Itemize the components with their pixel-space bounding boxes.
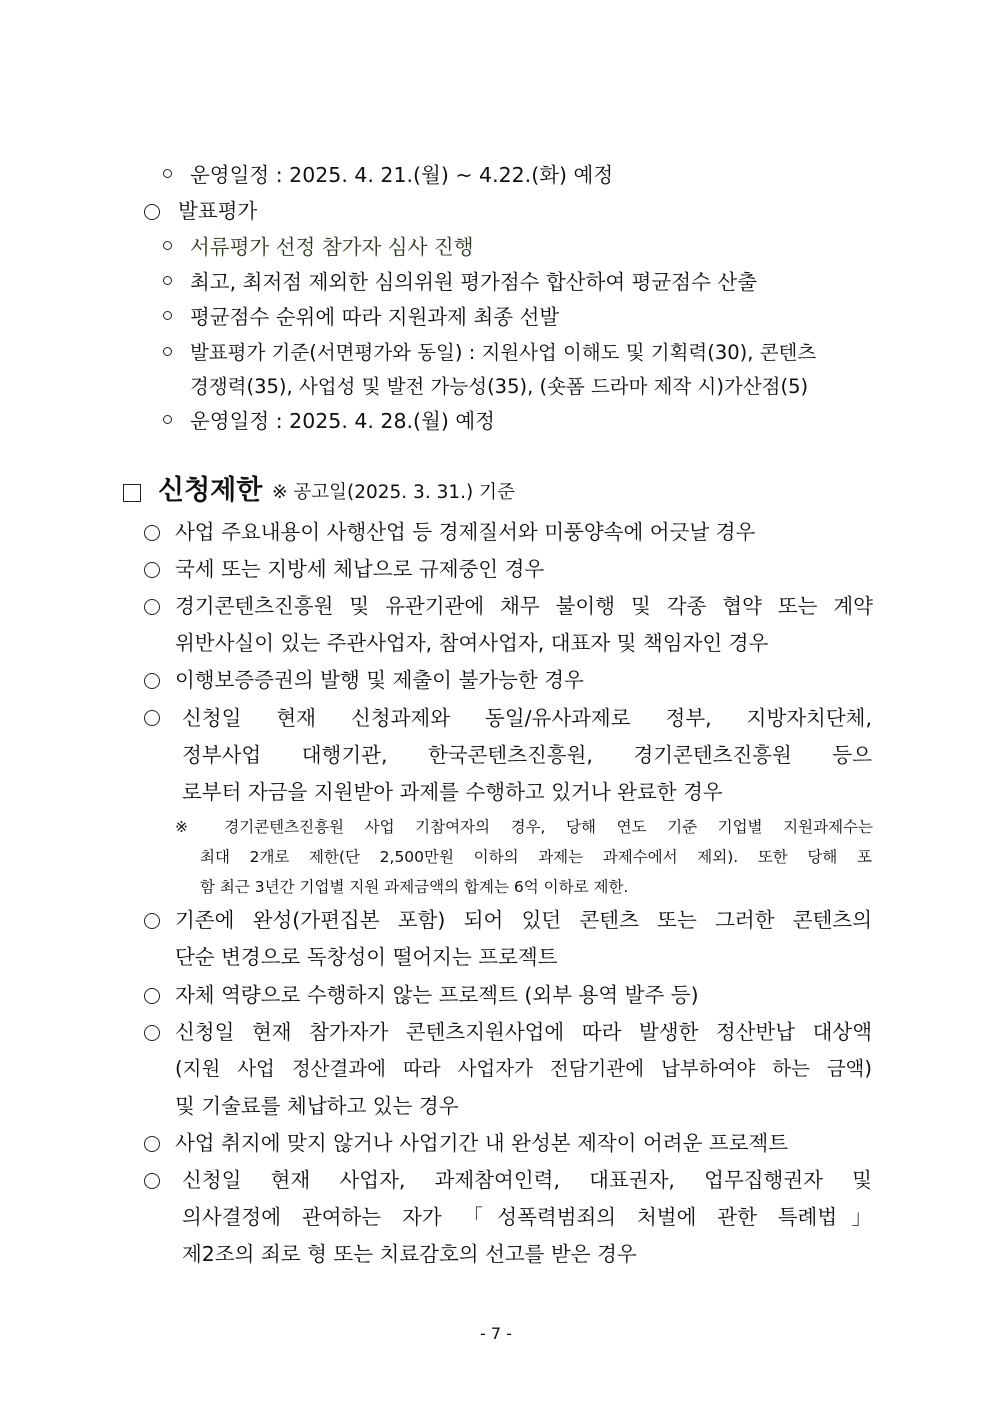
- restriction-item: 신청일 현재 사업자, 과제참여인력, 대표권자, 업무집행권자 및: [182, 1168, 872, 1192]
- restriction-item: 자체 역량으로 수행하지 않는 프로젝트 (외부 용역 발주 등): [175, 983, 699, 1007]
- restriction-item: 정부사업 대행기관, 한국콘텐츠진흥원, 경기콘텐츠진흥원 등으: [182, 743, 872, 767]
- restriction-item: 기존에 완성(가편집본 포함) 되어 있던 콘텐츠 또는 그러한 콘텐츠의: [175, 908, 872, 932]
- bullet-circle-icon: [144, 1025, 160, 1041]
- restriction-footnote: 함 최근 3년간 기업별 지원 과제금액의 합계는 6억 이하로 제한.: [200, 878, 629, 896]
- presentation-item: 평균점수 순위에 따라 지원과제 최종 선발: [190, 305, 560, 329]
- page-number: - 7 -: [480, 1324, 512, 1343]
- restriction-item: 사업 취지에 맞지 않거나 사업기간 내 완성본 제작이 어려운 프로젝트: [175, 1131, 789, 1155]
- restriction-item: 및 기술료를 체납하고 있는 경우: [175, 1094, 459, 1118]
- sub-bullet-icon: [163, 415, 175, 427]
- restriction-item: 제2조의 죄로 형 또는 치료감호의 선고를 받은 경우: [182, 1242, 637, 1266]
- presentation-item: 최고, 최저점 제외한 심의위원 평가점수 합산하여 평균점수 산출: [190, 270, 758, 294]
- sub-bullet-icon: [163, 169, 175, 181]
- presentation-title: 발표평가: [178, 199, 258, 223]
- section-checkbox-icon: [123, 484, 141, 502]
- restriction-item: 단순 변경으로 독창성이 떨어지는 프로젝트: [175, 945, 558, 969]
- presentation-item: 발표평가 기준(서면평가와 동일) : 지원사업 이해도 및 기획력(30), 콘텐츠: [190, 341, 817, 364]
- bullet-circle-icon: [144, 913, 160, 929]
- restriction-item: (지원 사업 정산결과에 따라 사업자가 전담기관에 납부하여야 하는 금액): [175, 1057, 872, 1080]
- sub-bullet-icon: [163, 347, 175, 359]
- sub-bullet-icon: [163, 241, 175, 253]
- restriction-item: 신청일 현재 참가자가 콘텐츠지원사업에 따라 발생한 정산반납 대상액: [175, 1020, 872, 1044]
- bullet-circle-icon: [144, 204, 160, 220]
- presentation-item: 운영일정 : 2025. 4. 28.(월) 예정: [190, 409, 495, 433]
- restriction-footnote: 최대 2개로 제한(단 2,500만원 이하의 과제는 과제수에서 제외). 또한 당해 포: [200, 848, 872, 866]
- sub-bullet-icon: [163, 276, 175, 288]
- section-title: 신청제한: [158, 475, 263, 506]
- bullet-circle-icon: [144, 673, 160, 689]
- bullet-circle-icon: [144, 988, 160, 1004]
- restriction-item: 로부터 자금을 지원받아 과제를 수행하고 있거나 완료한 경우: [182, 780, 723, 804]
- bullet-circle-icon: [144, 710, 160, 726]
- restriction-footnote: ※ 경기콘텐츠진흥원 사업 기참여자의 경우, 당해 연도 기준 기업별 지원과제수는: [175, 818, 873, 836]
- bullet-circle-icon: [144, 1173, 160, 1189]
- restriction-item: 경기콘텐츠진흥원 및 유관기관에 채무 불이행 및 각종 협약 또는 계약: [175, 594, 873, 618]
- restriction-item: 이행보증증권의 발행 및 제출이 불가능한 경우: [175, 668, 584, 692]
- restriction-item: 국세 또는 지방세 체납으로 규제중인 경우: [175, 557, 545, 581]
- bullet-circle-icon: [144, 562, 160, 578]
- bullet-circle-icon: [144, 1136, 160, 1152]
- restriction-item: 사업 주요내용이 사행산업 등 경제질서와 미풍양속에 어긋날 경우: [175, 520, 756, 544]
- sub-bullet-icon: [163, 311, 175, 323]
- presentation-item: 서류평가 선정 참가자 심사 진행: [190, 235, 474, 259]
- presentation-item: 경쟁력(35), 사업성 및 발전 가능성(35), (숏폼 드라마 제작 시)가산점(5): [190, 375, 809, 398]
- restriction-item: 위반사실이 있는 주관사업자, 참여사업자, 대표자 및 책임자인 경우: [175, 631, 769, 655]
- section-note: ※ 공고일(2025. 3. 31.) 기준: [272, 482, 515, 503]
- eval-schedule-1: 운영일정 : 2025. 4. 21.(월) ~ 4.22.(화) 예정: [190, 163, 614, 187]
- bullet-circle-icon: [144, 525, 160, 541]
- restriction-item: 신청일 현재 신청과제와 동일/유사과제로 정부, 지방자치단체,: [182, 706, 872, 730]
- restriction-item: 의사결정에 관여하는 자가 「성폭력범죄의 처벌에 관한 특례법」: [182, 1205, 872, 1229]
- bullet-circle-icon: [144, 599, 160, 615]
